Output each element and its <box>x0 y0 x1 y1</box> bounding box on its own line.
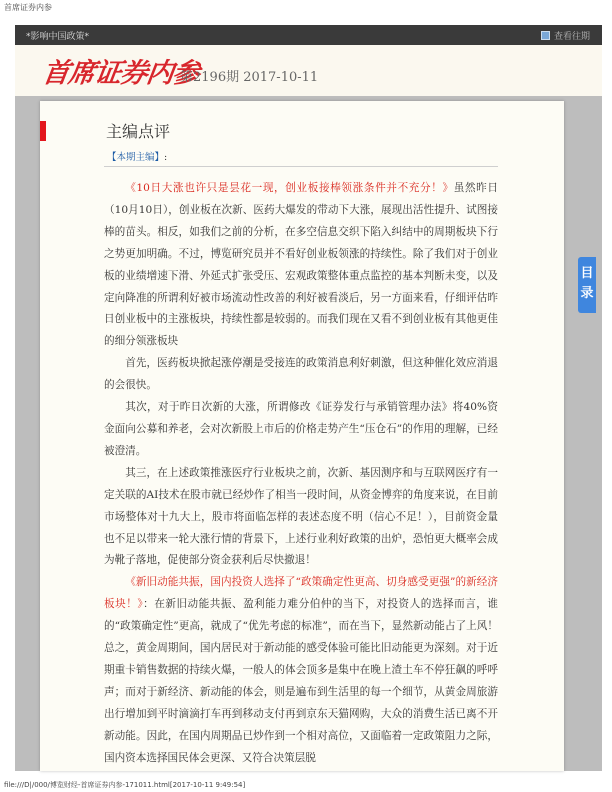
divider <box>104 166 498 167</box>
masthead <box>15 45 602 96</box>
browser-tab-title: 首席证券内参 <box>4 3 52 12</box>
paragraph-5-text: ：在新旧动能共振、盈利能力难分伯仲的当下，对投资人的选择而言，谁的“政策确定性”更高，就成了“优先考虑的标准”，而在当下，显然新动能占了上风！总之，黄金周期间，国内居民对于新动能的感受体验可能比旧动能更为深刻。对于近期重卡销售数据的持续火爆，一般人的体会顶多是集中在晚上渣土车不停狂飙的呼呼声；而对于新经济、新动能的体会，则是遍布到生活里的每一个细节，从黄金周旅游出行增加到平时滴滴打车再到移动支付再到京东天猫网购，大众的消费生活已离不开新动能。因此，在国内周期品已炒作到一个相对高位，又面临着一定政策阻力之际，国内资本选择国民体会更深、又符合决策层脱 <box>104 598 498 764</box>
paragraph-2: 首先，医药板块掀起涨停潮是受接连的政策消息利好刺激，但这种催化效应消退的会很快。 <box>104 357 498 392</box>
file-path-footer: file:///D|/000/博览财经-首席证券内参-171011.html[2017-10-11 9:49:54] <box>4 781 246 789</box>
section-marker <box>40 121 46 141</box>
paragraph-1-text: 虽然昨日（10月10日），创业板在次新、医药大爆发的带动下大涨，展现出活性提升、试图接棒的苗头。相反，如我们之前的分析，在多空信息交织下陷入纠结中的周期板块下行之势更加明确。不过，博览研究员并不看好创业板领涨的持续性。除了我们对于创业板的业绩增速下滑、外延式扩张受压、宏观政策整体重点监控的基本判断未变，以及定向降准的所谓利好被市场流动性改善的利好被看淡后，另一方面来看，仔细评估昨日创业板中的主涨板块，持续性都是较弱的。而我们现在又看不到创业板有其他更佳的细分领涨板块 <box>104 182 498 348</box>
headline-link-1[interactable]: 《10日大涨也许只是昙花一现，创业板接棒领涨条件并不充分！》 <box>125 182 454 194</box>
history-link[interactable] <box>541 29 590 42</box>
paragraph-4: 其三，在上述政策推涨医疗行业板块之前，次新、基因测序和与互联网医疗有一定关联的AI技术在股市就已经炒作了相当一段时间，从资金博弈的角度来说，在目前市场整体对十九大上，股市将面临怎样的表述态度不明（信心不足！），目前资金量也不足以带来一轮大涨行情的背景下，上述行业利好政策的出炉，恐怕更大概率会成为靴子落地，促使部分资金获利后尽快撤退！ <box>104 466 498 567</box>
author-label: 【本期主编】 <box>107 152 165 163</box>
paragraph-5 <box>104 572 498 769</box>
history-label: 查看往期 <box>553 32 590 42</box>
paragraph-1 <box>104 178 498 353</box>
headline-link-2[interactable]: 《新旧动能共振，国内投资人选择了“政策确定性更高、切身感受更强”的新经济板块！》 <box>104 576 498 611</box>
toc-tab[interactable]: 目录 <box>578 257 596 313</box>
top-bar <box>15 25 602 45</box>
section-title: 主编点评 <box>106 122 171 141</box>
issue-number: 第2196期 2017-10-11 <box>180 70 319 85</box>
author-line <box>107 149 167 163</box>
logo: 首席证券内参 <box>40 58 201 89</box>
calendar-icon <box>541 31 550 40</box>
paragraph-3: 其次，对于昨日次新的大涨，所谓修改《证券发行与承销管理办法》将40%资金面向公募和养老，会对次新股上市后的价格走势产生“压仓石”的作用的理解，已经被澄清。 <box>104 401 498 457</box>
topic-link[interactable]: *影响中国政策* <box>26 32 90 42</box>
author-suffix: : <box>164 152 168 163</box>
article-body <box>104 178 498 769</box>
